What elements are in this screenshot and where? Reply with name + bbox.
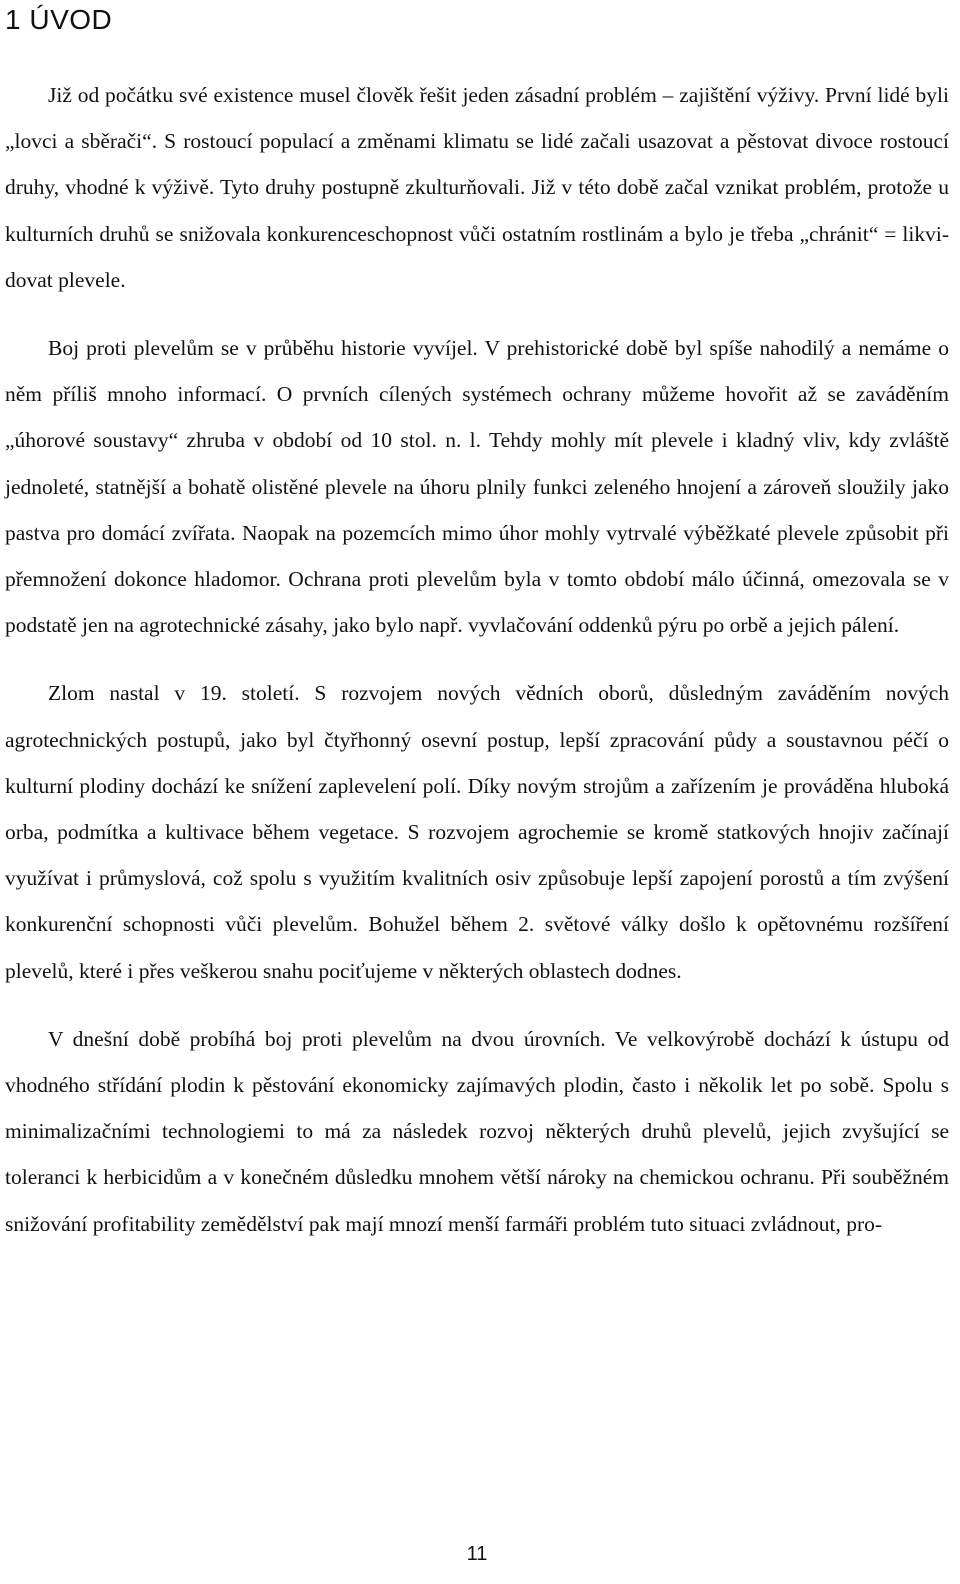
paragraph-present-day: V dnešní době probíhá boj proti plevelům na dvou úrovních. Ve velkovýrobě dochází k ústupu od vhodného střídání plodin k pěstování ekonomicky zajímavých plodin, často i několik let po sobě. Spolu s minimalizačními technologiemi to má za následek rozvoj některých druhů plevelů, jejich zvyšující se toleranci k herbicidům a v konečném důsledku mnohem větší nároky na chemickou ochranu. Při souběžném snižování profitability zemědělství pak mají mnozí menší farmáři problém tuto situaci zvládnout, pro- xyxy=(5,1026,949,1236)
paragraph-intro: Již od počátku své existence musel člověk řešit jeden zásadní problém – zajištění výživy. První lidé byli „lovci a sběrači“. S rostoucí populací a změnami klimatu se lidé začali usazovat a pěstovat divoce rostoucí druhy, vhodné k výživě. Tyto druhy postupně zkulturňovali. Již v této době začal vznikat problém, protože u kulturních druhů se snižovala konkurenceschopnost vůči ostatním rostlinám a bylo je třeba „chránit“ = likvidovat plevele. xyxy=(5,83,949,292)
body-text xyxy=(5,72,949,1269)
document-page xyxy=(5,0,949,1584)
paragraph-19th-century: Zlom nastal v 19. století. S rozvojem nových vědních oborů, důsledným zaváděním nových agrotechnických postupů, jako byl čtyřhonný osevní postup, lepší zpracování půdy a soustavnou péčí o kulturní plodiny dochází ke snížení zaplevelení polí. Díky novým strojům a zařízením je prováděna hluboká orba, podmítka a kultivace během vegetace. S rozvojem agrochemie se kromě statkových hnojiv začínají využívat i průmyslová, což spolu s využitím kvalitních osiv způsobuje lepší zapojení porostů a tím zvýšení konkurenční schopnosti vůči plevelům. Bohužel během 2. světové války došlo k opětovnému rozšíření plevelů, které i přes veškerou snahu pociťujeme v některých oblastech dodnes. xyxy=(5,681,949,983)
paragraph-history: Boj proti plevelům se v průběhu historie vyvíjel. V prehistorické době byl spíše nahodilý a nemáme o něm příliš mnoho informací. O prvních cílených systémech ochrany můžeme hovořit až se zaváděním „úhorové soustavy“ zhruba v období od 10 stol. n. l. Tehdy mohly mít plevele i kladný vliv, kdy zvláště jednoleté, statnější a bohatě olistěné plevele na úhoru plnily funkci zeleného hnojení a zároveň sloužily jako pastva pro domácí zvířata. Naopak na pozemcích mimo úhor mohly vytrvalé výběžkaté plevele způsobit při přemnožení dokonce hladomor. Ochrana proti plevelům byla v tomto období málo účinná, omezovala se v podstatě jen na agrotechnické zásahy, jako bylo např. vyvlačování oddenků pýru po orbě a jejich pálení. xyxy=(5,336,949,638)
chapter-heading: 1 ÚVOD xyxy=(5,4,113,35)
page-number: 11 xyxy=(466,1543,488,1565)
